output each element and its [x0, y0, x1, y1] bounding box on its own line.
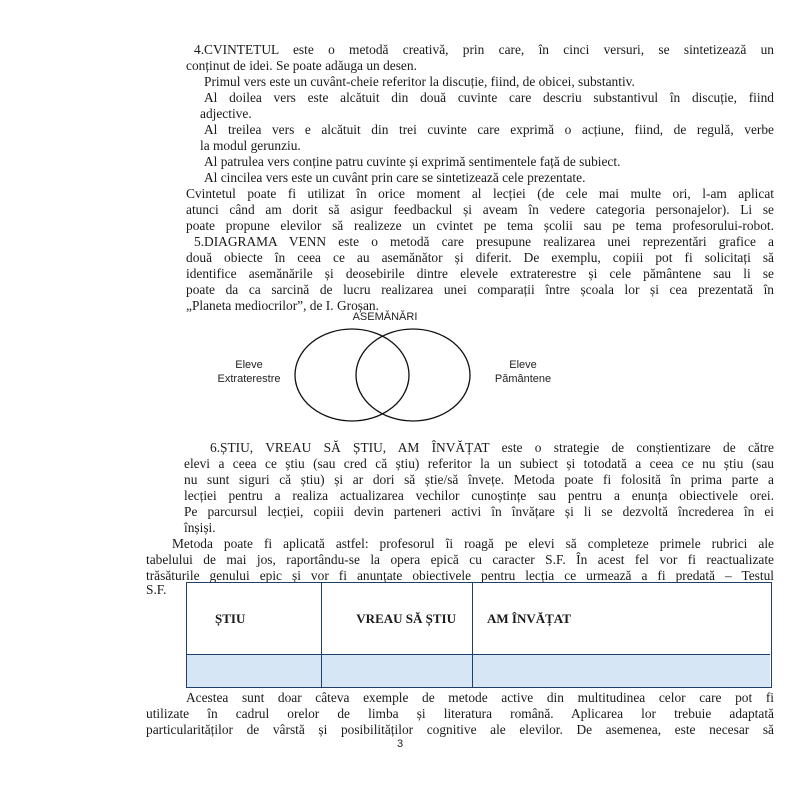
venn-right-circle	[356, 329, 470, 421]
venn-line-1: 5.DIAGRAMA VENN este o metodă care presupune realizarea unei reprezentări grafice a	[194, 234, 774, 249]
apply-line-1: Metoda poate fi aplicată astfel: profesorul îi roagă pe elevi să completeze primele rubrici ale	[172, 536, 774, 551]
venn-title: ASEMĂNĂRI	[352, 311, 418, 323]
vers2-text-line-1: Al doilea vers este alcătuit din două cuvinte care descriu substantivul în discuție, fiind	[204, 90, 774, 105]
venn-left-label-line-2: Extraterestre	[217, 373, 281, 385]
venn-right-label-line-2: Pământene	[494, 373, 552, 385]
closing-line-1: Acestea sunt doar câteva exemple de metode active din multitudinea celor care pot fi	[186, 690, 774, 705]
venn-line-4: poate da ca sarcină de lucru realizarea unei comparații între școala lor și cea prezentată în	[186, 282, 774, 297]
page-number: 3	[396, 738, 404, 750]
apply-line-2: tabelului de mai jos, raportându-se la opera epică cu caracter S.F. În acest fel vor fi reactualizate	[146, 552, 774, 567]
venn-diagram	[290, 330, 480, 430]
venn-line-2: două obiecte în ceea ce au asemănător și diferit. De exemplu, copiii pot fi solicitați să	[186, 250, 774, 265]
stiu-line-2: elevi a ceea ce știu (sau cred că știu) referitor la un subiect și totodată a ceea ce nu știu (sau	[184, 456, 774, 471]
apply-line-4: S.F.	[146, 582, 167, 597]
closing-line-3: particularităților de vârstă și posibilităților cognitive ale elevilor. De asemenea, este necesar să	[146, 722, 774, 737]
vers1-text: Primul vers este un cuvânt-cheie referitor la discuție, fiind, de obicei, substantiv.	[204, 74, 635, 89]
stiu-line-1: 6.ȘTIU, VREAU SĂ ȘTIU, AM ÎNVĂȚAT este o strategie de conștientizare de către	[210, 440, 774, 455]
kwl-header-stiu: ȘTIU	[187, 583, 322, 655]
kwl-header-vreau: VREAU SĂ ȘTIU	[322, 583, 473, 655]
venn-left-circle	[295, 329, 409, 421]
kwl-cell-stiu	[187, 655, 322, 687]
venn-right-label-line-1: Eleve	[509, 359, 537, 371]
stiu-line-3: nu sunt siguri că știu) și ar dori să știe/să învețe. Metoda poate fi folosită în prima parte a	[184, 472, 774, 487]
venn-line-3: identifice asemănările și deosebirile dintre elevele extraterestre și cele pământene sau li se	[186, 266, 774, 281]
venn-left-label-line-1: Eleve	[235, 359, 263, 371]
cvintet-use-line-2: atunci când am dorit să asigur feedbackul și aveam în vedere categoria personajelor). Li se	[186, 202, 774, 217]
venn-line-5: „Planeta mediocrilor”, de I. Groșan.	[186, 298, 379, 313]
stiu-line-6: înșiși.	[184, 520, 216, 535]
stiu-line-4: lecției pentru a realiza actualizarea vechilor cunoștințe sau pentru a enunța obiectivele orei.	[184, 488, 774, 503]
vers3-text-line-2: la modul gerunziu.	[200, 138, 301, 153]
kwl-table	[186, 582, 772, 688]
kwl-cell-vreau	[322, 655, 473, 687]
apply-line-3: trăsăturile genului epic și vor fi anunțate obiectivele pentru lecția ce urmează a fi predată – Testul	[146, 568, 774, 583]
cvintet-intro-line-1: 4.CVINTETUL este o metodă creativă, prin care, în cinci versuri, se sintetizează un	[194, 42, 774, 57]
cvintet-use-line-3: poate propune elevilor să realizeze un cvintet pe tema școlii sau pe tema profesorului-robot.	[186, 218, 774, 233]
vers4-text: Al patrulea vers conține patru cuvinte și exprimă sentimentele față de subiect.	[204, 154, 621, 169]
stiu-line-5: Pe parcursul lecției, copiii devin parteneri activi în învățare și li se dezvoltă încrederea în ei	[184, 504, 774, 519]
kwl-header-am-invatat: AM ÎNVĂȚAT	[473, 583, 770, 655]
closing-line-2: utilizate în cadrul orelor de limba și literatura română. Aplicarea lor trebuie adaptată	[146, 706, 774, 721]
vers5-text: Al cincilea vers este un cuvânt prin care se sintetizează cele prezentate.	[204, 170, 586, 185]
cvintet-use-line-1: Cvintetul poate fi utilizat în orice moment al lecției (de cele mai multe ori, l-am aplicat	[186, 186, 774, 201]
vers3-text-line-1: Al treilea vers e alcătuit din trei cuvinte care exprimă o acțiune, fiind, de regulă, verbe	[204, 122, 774, 137]
vers2-text-line-2: adjective.	[200, 106, 252, 121]
kwl-cell-am-invatat	[473, 655, 770, 687]
cvintet-intro-line-2: conținut de idei. Se poate adăuga un desen.	[186, 58, 417, 73]
